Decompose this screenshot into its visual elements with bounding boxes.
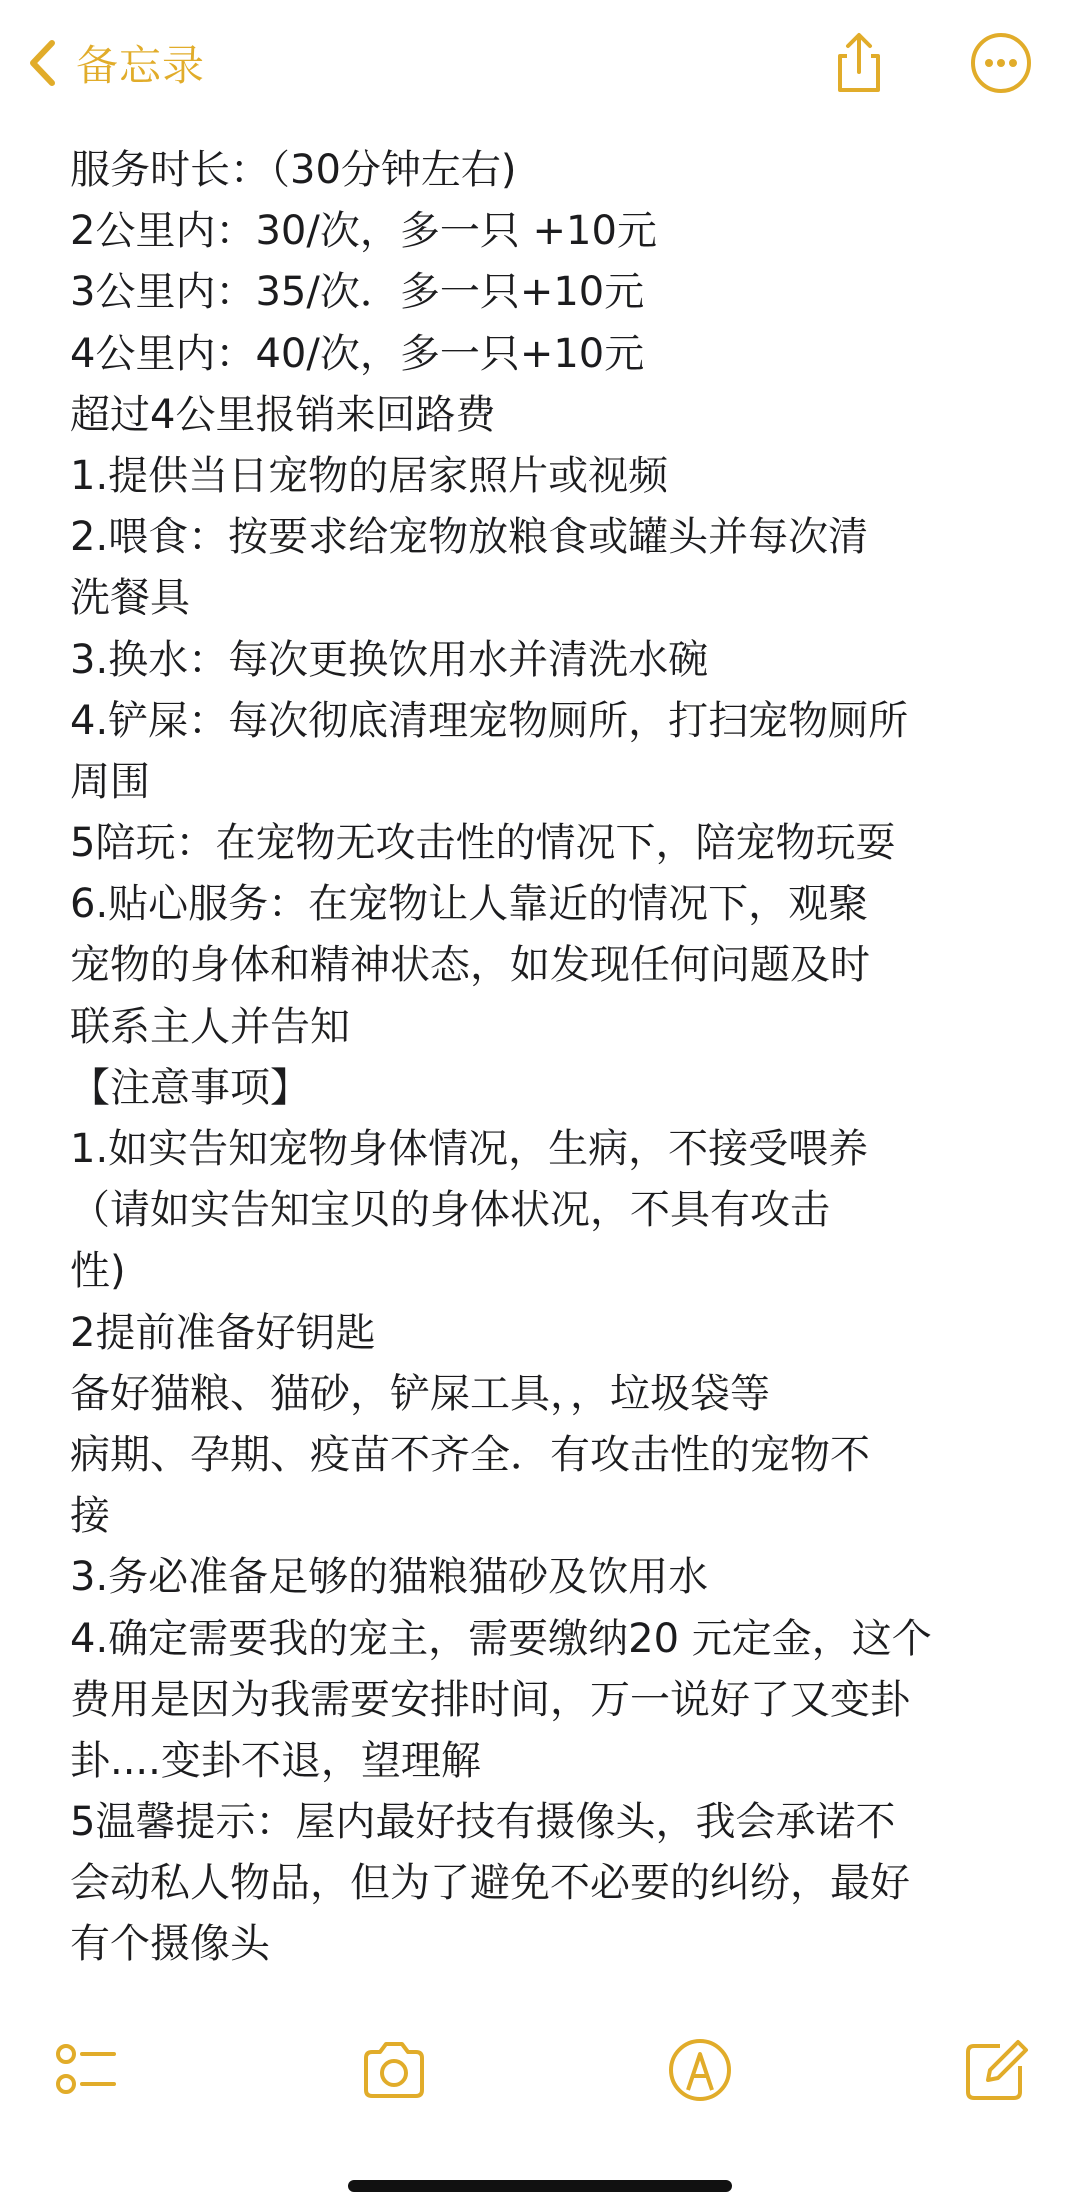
note-line: 会动私人物品，但为了避免不必要的纠纷，最好 [70,1860,910,1907]
note-line: 性) [70,1248,126,1295]
note-line: 2公里内：30/次，多一只 +10元 [70,208,657,255]
note-line: 1.提供当日宠物的居家照片或视频 [70,452,669,499]
note-line: 1.如实告知宠物身体情况，生病，不接受喂养 [70,1126,869,1172]
note-line: 有个摄像头 [70,1921,270,1968]
more-icon[interactable] [968,30,1034,96]
note-line: 5温馨提示：屋内最好技有摄像头，我会承诺不 [70,1799,896,1846]
note-line: 卦....变卦不退，望理解 [70,1737,481,1784]
note-line: 服务时长：（30分钟左右) [70,147,517,193]
note-line: 4.铲屎：每次彻底清理宠物厕所，打扫宠物厕所 [70,697,909,744]
home-indicator [348,2180,732,2192]
note-line: 联系主人并告知 [70,1003,350,1050]
note-line: 周围 [70,758,150,805]
back-label: 备忘录 [76,41,206,90]
note-line: 3.务必准备足够的猫粮猫砂及饮用水 [70,1554,709,1601]
navigation-bar [0,0,1080,130]
note-line: 超过4公里报销来回路费 [70,391,496,438]
bottom-toolbar [0,2030,1080,2110]
note-line: 备好猫粮、猫砂，铲屎工具，，垃圾袋等 [70,1370,770,1417]
back-button[interactable] [26,28,205,98]
note-line: 4公里内：40/次，多一只+10元 [70,330,645,377]
note-line: 2.喂食：按要求给宠物放粮食或罐头并每次清 [70,514,869,561]
camera-icon[interactable] [358,2034,430,2106]
note-line: 3公里内：35/次．多一只+10元 [70,269,645,316]
note-line: 3.换水：每次更换饮用水并清洗水碗 [70,636,709,683]
markup-icon[interactable] [664,2034,736,2106]
note-line: （请如实告知宝贝的身体状况，不具有攻击 [70,1187,830,1234]
note-line: 2提前准备好钥匙 [70,1309,376,1356]
note-line: 6.贴心服务：在宠物让人靠近的情况下，观聚 [70,881,869,928]
checklist-icon[interactable] [52,2034,124,2106]
note-line: 4.确定需要我的宠主，需要缴纳20 元定金，这个 [70,1615,932,1662]
note-line: 宠物的身体和精神状态，如发现任何问题及时 [70,942,870,989]
note-line: 接 [70,1493,110,1540]
compose-icon[interactable] [960,2034,1032,2106]
note-line: 5陪玩：在宠物无攻击性的情况下，陪宠物玩耍 [70,820,896,867]
note-line: 费用是因为我需要安排时间，万一说好了又变卦 [70,1676,910,1723]
note-line: 【注意事项】 [70,1064,310,1111]
note-line: 病期、孕期、疫苗不齐全．有攻击性的宠物不 [70,1431,870,1478]
note-line: 洗餐具 [70,575,190,622]
note-body[interactable] [70,140,1020,1976]
share-icon[interactable] [826,30,892,96]
chevron-left-icon [26,38,58,88]
